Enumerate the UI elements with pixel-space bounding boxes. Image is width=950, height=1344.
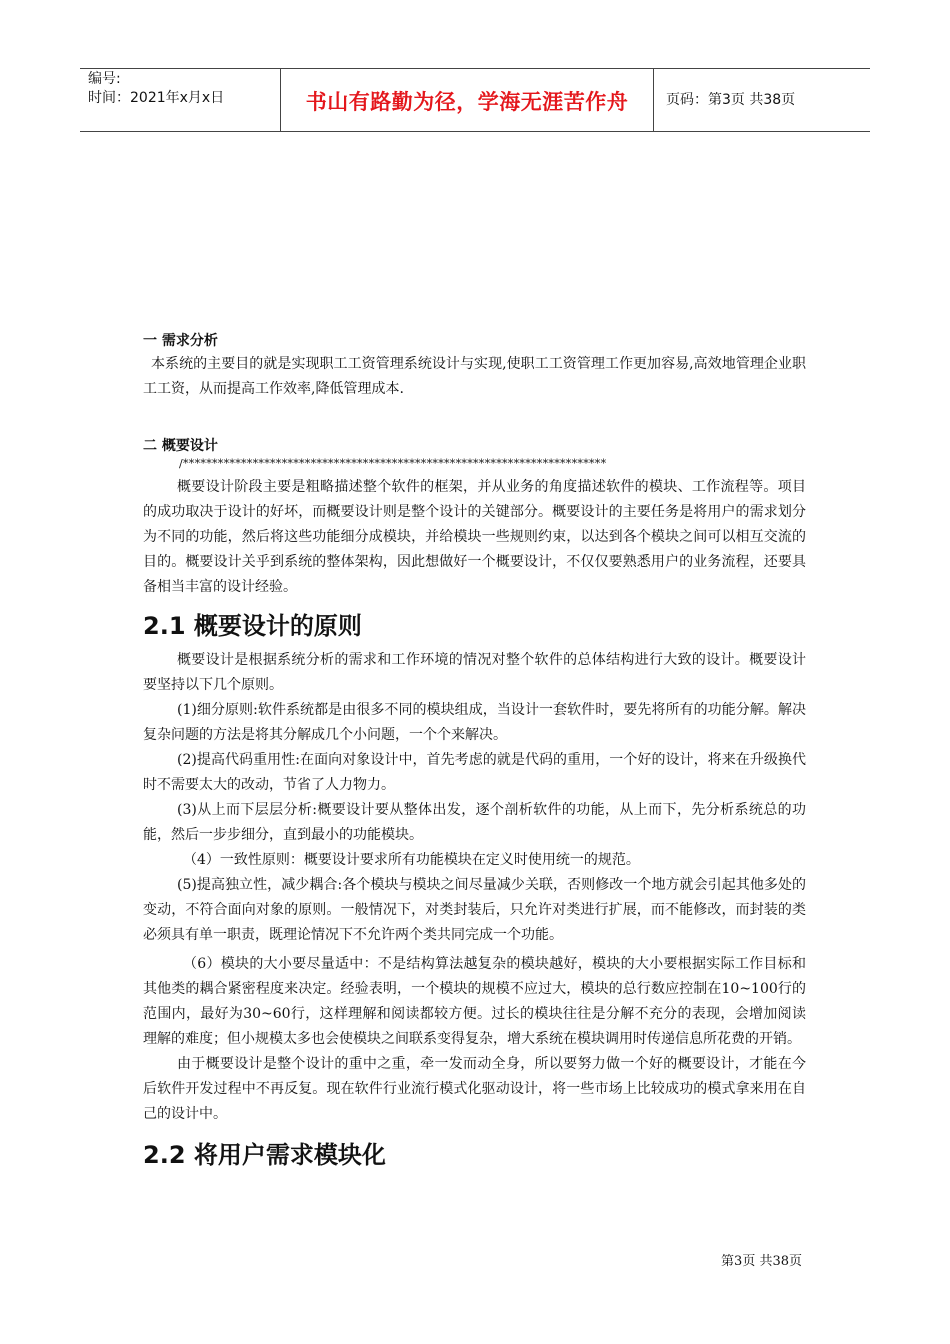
motto: 书山有路勤为径，学海无涯苦作舟	[305, 90, 629, 114]
paragraph: (3)从上而下层层分析:概要设计要从整体出发，逐个剖析软件的功能，从上而下，先分析系统总的功能，然后一步步细分，直到最小的功能模块。	[143, 802, 806, 843]
paragraph: (5)提高独立性，减少耦合:各个模块与模块之间尽量减少关联，否则修改一个地方就会引起其他多处的变动，不符合面向对象的原则。一般情况下，对类封装后，只允许对类进行扩展，而不能修改，而封装的类必须具有单一职责，既理论情况下不允许两个类共同完成一个功能。	[143, 877, 806, 943]
paragraph: （6）模块的大小要尽量适中：不是结构算法越复杂的模块越好，模块的大小要根据实际工作目标和其他类的耦合紧密程度来决定。经验表明，一个模块的规模不应过大，模块的总行数应控制在10~100行的范围内，最好为30~60行，这样理解和阅读都较方便。过长的模块往往是分解不充分的表现，会增加阅读理解的难度；但小规模太多也会使模块之间联系变得复杂，增大系统在模块调用时传递信息所花费的开销。	[143, 956, 806, 1047]
page-header	[80, 68, 870, 132]
document-body	[143, 330, 806, 1171]
paragraph: (1)细分原则:软件系统都是由很多不同的模块组成，当设计一套软件时，要先将所有的功能分解。解决复杂问题的方法是将其分解成几个小问题，一个个来解决。	[143, 702, 806, 743]
paragraph: 由于概要设计是整个设计的重中之重，牵一发而动全身，所以要努力做一个好的概要设计，才能在今后软件开发过程中不再反复。现在软件行业流行模式化驱动设计，将一些市场上比较成功的模式拿来用在自己的设计中。	[143, 1056, 806, 1122]
page-footer: 第3页 共38页	[721, 1254, 802, 1269]
paragraph: 本系统的主要目的就是实现职工工资管理系统设计与实现,使职工工资管理工作更加容易,高效地管理企业职工工资，从而提高工作效率,降低管理成本.	[143, 356, 806, 397]
comment-divider: /*************************************************************************	[179, 457, 607, 470]
heading-2-2: 2.2 将用户需求模块化	[143, 1141, 386, 1169]
heading-2-1: 2.1 概要设计的原则	[143, 612, 362, 640]
header-page-info: 页码：第3页 共38页	[666, 92, 796, 108]
number-label: 编号:	[88, 71, 121, 87]
time-label: 时间：2021年x月x日	[88, 90, 225, 106]
paragraph: 概要设计阶段主要是粗略描述整个软件的框架，并从业务的角度描述软件的模块、工作流程等。项目的成功取决于设计的好坏，而概要设计则是整个设计的关键部分。概要设计的主要任务是将用户的需求划分为不同的功能，然后将这些功能细分成模块，并给模块一些规则约束，以达到各个模块之间可以相互交流的目的。概要设计关乎到系统的整体架构，因此想做好一个概要设计，不仅仅要熟悉用户的业务流程，还要具备相当丰富的设计经验。	[143, 479, 806, 595]
paragraph: (2)提高代码重用性:在面向对象设计中，首先考虑的就是代码的重用，一个好的设计，将来在升级换代时不需要太大的改动，节省了人力物力。	[143, 752, 806, 793]
header-motto-cell	[281, 69, 654, 131]
paragraph: 概要设计是根据系统分析的需求和工作环境的情况对整个软件的总体结构进行大致的设计。概要设计要坚持以下几个原则。	[143, 652, 806, 693]
paragraph: （4）一致性原则：概要设计要求所有功能模块在定义时使用统一的规范。	[183, 852, 640, 868]
header-meta	[80, 69, 281, 131]
section-title: 一 需求分析	[143, 333, 218, 349]
section-title: 二 概要设计	[143, 438, 218, 454]
